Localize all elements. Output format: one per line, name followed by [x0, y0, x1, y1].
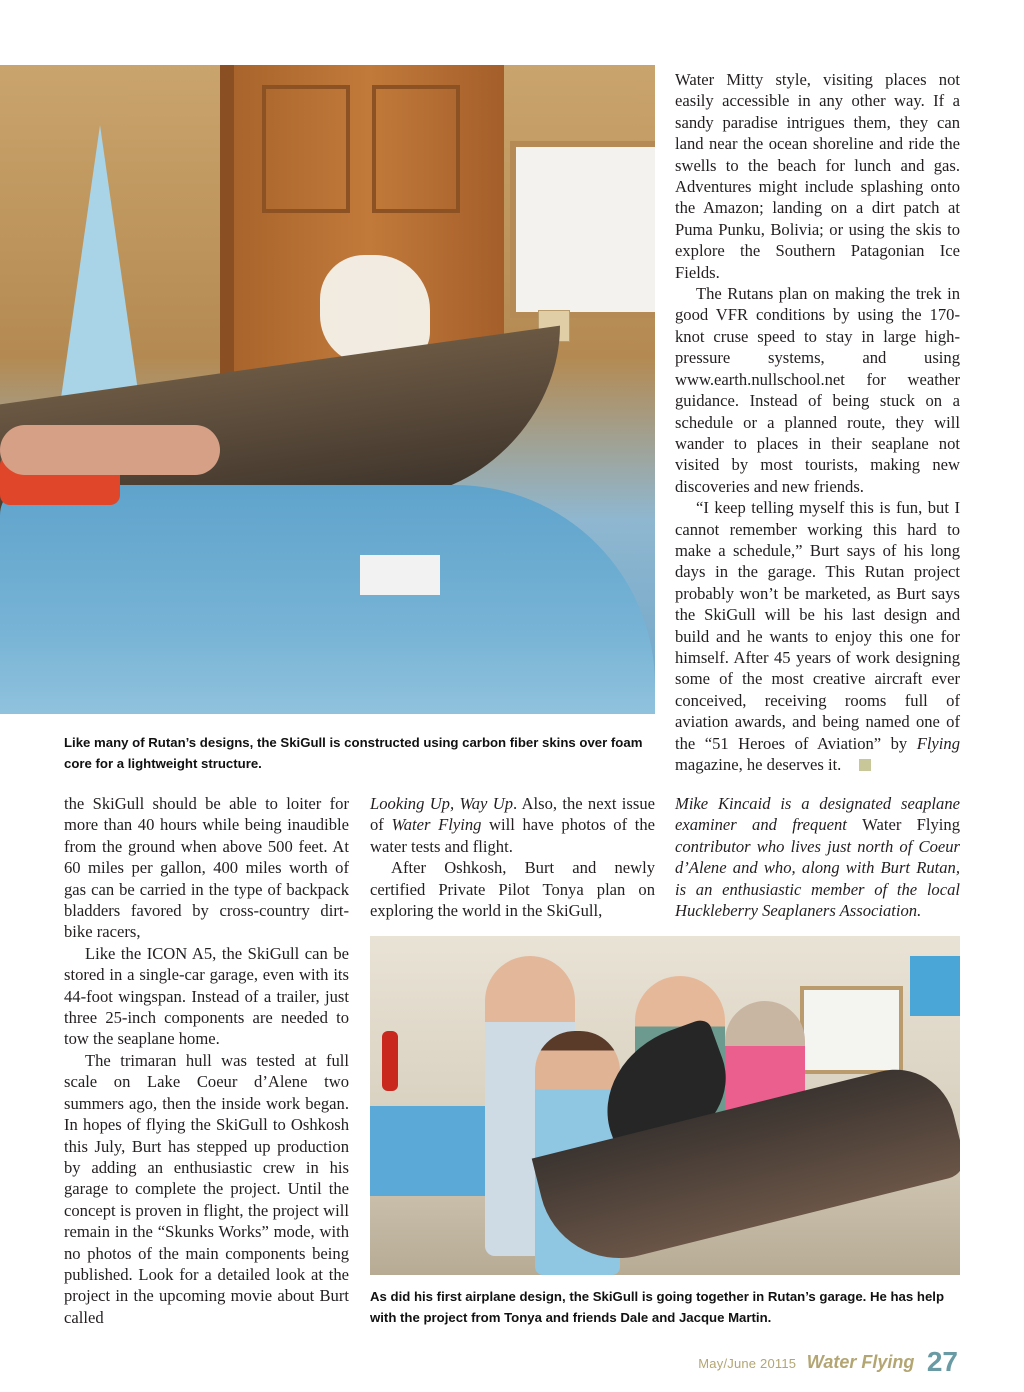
- bottom-photo-caption: As did his first airplane design, the SkiGull is going together in Rutan’s garage. He has help with the project from Tonya and friends Dale and Jacque Martin.: [370, 1289, 944, 1325]
- paragraph: Water Mitty style, visiting places not easily accessible in any other way. If a sandy paradise intrigues them, they can land near the ocean shoreline and ride the swells to the beach for lunch and gas. Adventures might include splashing onto the Amazon; landing on a dirt patch at Puma Punku, Bolivia; or using the skis to explore the Southern Patagonian Ice Fields.: [675, 70, 960, 282]
- wall-whiteboard: [800, 986, 903, 1074]
- top-photo: [0, 65, 655, 714]
- whiteboard: [510, 141, 655, 318]
- paragraph: Like the ICON A5, the SkiGull can be stored in a single-car garage, even with its 44-foot wingspan. Instead of a trailer, just three 25-inch components are needed to tow the seaplane home.: [64, 943, 349, 1049]
- paragraph: “I keep telling myself this is fun, but I cannot remember working this hard to make a schedule,” Burt says of his long days in the garage. This Rutan project probably won’t be marketed, as Burt says the SkiGull will be his last design and build and he wants to enjoy this one for himself. After 45 years of work designing some of the most creative aircraft ever conceived, receiving rooms full of aviation awards, and being named one of the “51 Heroes of Aviation” by Flying magazine, he deserves it.: [675, 498, 961, 774]
- foam-block: [360, 555, 440, 595]
- foam-core: [0, 485, 655, 714]
- hand: [0, 425, 220, 475]
- door-panel: [262, 85, 350, 213]
- magazine-name: Water Flying: [806, 1352, 915, 1372]
- fire-extinguisher: [382, 1031, 398, 1091]
- bottom-photo: [370, 936, 960, 1275]
- issue-date: May/June 20115: [698, 1356, 797, 1371]
- top-photo-caption: Like many of Rutan’s designs, the SkiGull is constructed using carbon fiber skins over foam core for a lightweight structure.: [64, 735, 643, 771]
- paragraph: The trimaran hull was tested at full scale on Lake Coeur d’Alene two summers ago, then the inside work began. In hopes of flying the SkiGull to Oshkosh this July, Burt has stepped up production by adding an enthusiastic crew in his garage to complete the project. Until the concept is proven in flight, the project will remain in the “Skunks Works” mode, with no photos of the main components being published. Look for a detailed look at the project in the upcoming movie about Burt called: [64, 1050, 349, 1327]
- paragraph: The Rutans plan on making the trek in good VFR conditions by using the 170-knot cruse speed to stay in large high-pressure systems, and using www.earth.nullschool.net for weather guidance. Instead of being stuck on a schedule or a planned route, they will wander to places in their seaplane not visited by most tourists, making new discoveries and new friends.: [675, 284, 960, 496]
- author-bio: Mike Kincaid is a designated seaplane examiner and frequent Water Flying contributor who lives just north of Coeur d’Alene and who, along with Burt Rutan, is an enthusiastic member of the local Huckleberry Seaplaners Association.: [675, 794, 960, 921]
- blue-foam-pieces: [910, 956, 960, 1016]
- end-of-article-mark: [859, 759, 871, 771]
- paragraph: the SkiGull should be able to loiter for more than 40 hours while being inaudible from the ground when above 500 feet. At 60 miles per gallon, 400 miles worth of gas can be carried in the type of backpack bladders favored by cross-country dirt-bike racers,: [64, 794, 349, 942]
- paragraph: After Oshkosh, Burt and newly certified Private Pilot Tonya plan on exploring the world in the SkiGull,: [370, 858, 655, 921]
- left-column: [64, 793, 349, 1328]
- right-column: [675, 69, 960, 775]
- page-number: 27: [926, 1346, 958, 1377]
- middle-column: [370, 793, 655, 921]
- tail-fin: [60, 125, 140, 405]
- door-panel: [372, 85, 460, 213]
- page-footer: [698, 1346, 958, 1378]
- paragraph: Looking Up, Way Up. Also, the next issue of Water Flying will have photos of the water tests and flight.: [370, 794, 655, 856]
